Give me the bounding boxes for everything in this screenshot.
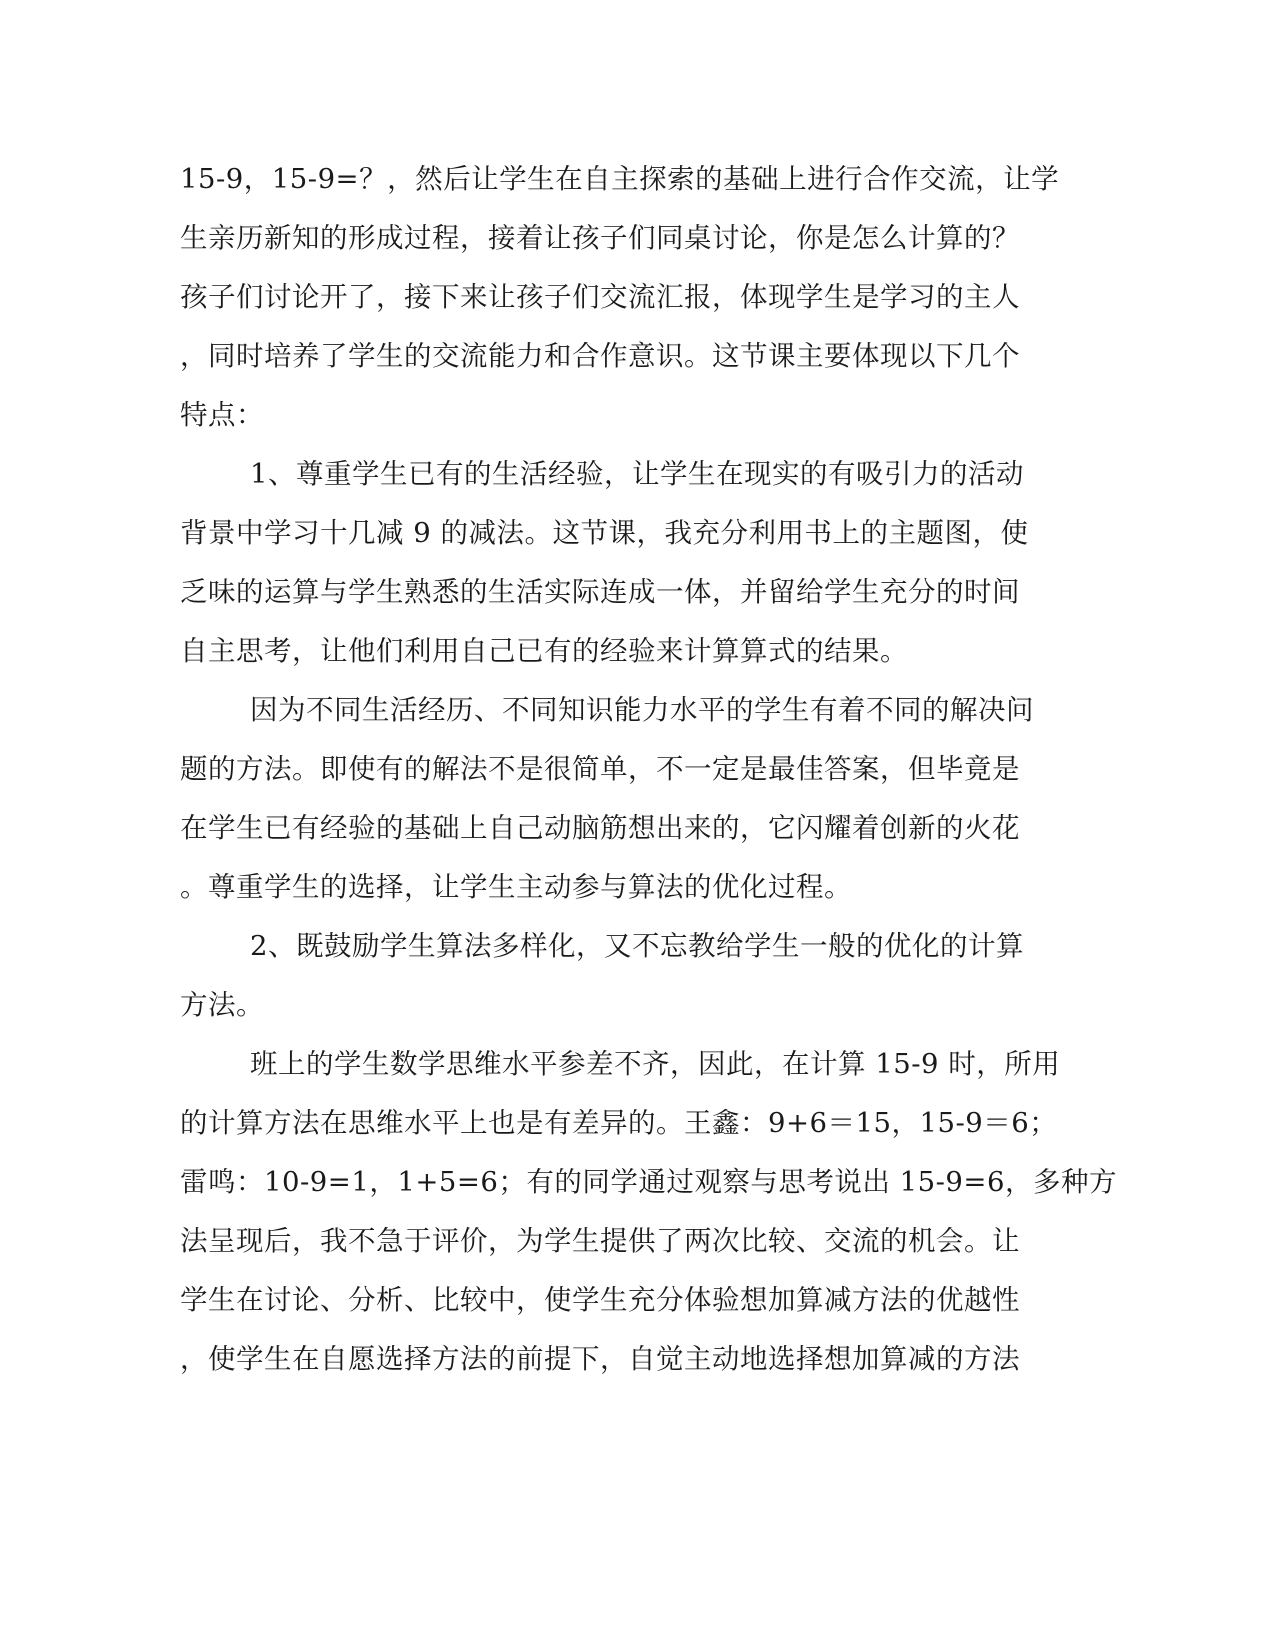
text-line [0,1329,1275,1389]
text-line [0,149,1275,209]
text-line [0,1034,1275,1094]
text-line [0,916,1275,976]
text-line [0,444,1275,504]
text-line [0,857,1275,917]
text-line [0,798,1275,858]
text-line [0,1093,1275,1153]
line-text: 自主思考，让他们利用自己已有的经验来计算算式的结果。 [180,635,908,667]
line-text: 乏味的运算与学生熟悉的生活实际连成一体，并留给学生充分的时间 [180,576,1020,608]
line-text: 特点： [180,399,264,431]
text-line [0,562,1275,622]
line-text: 在学生已有经验的基础上自己动脑筋想出来的，它闪耀着创新的火花 [180,812,1020,844]
line-text: 雷鸣：10-9=1，1+5=6；有的同学通过观察与思考说出 15-9=6，多种方 [180,1166,1117,1198]
text-line [0,1152,1275,1212]
line-text: 孩子们讨论开了，接下来让孩子们交流汇报，体现学生是学习的主人 [180,281,1020,313]
text-line [0,326,1275,386]
text-line [0,975,1275,1035]
line-text: 生亲历新知的形成过程，接着让孩子们同桌讨论，你是怎么计算的？ [180,222,1020,254]
text-line [0,385,1275,445]
line-text: 15-9，15-9=？，然后让学生在自主探索的基础上进行合作交流，让学 [180,163,1060,195]
line-text: 方法。 [180,989,264,1021]
line-text: 学生在讨论、分析、比较中，使学生充分体验想加算减方法的优越性 [180,1284,1020,1316]
line-text: 背景中学习十几减 9 的减法。这节课，我充分利用书上的主题图，使 [180,517,1029,549]
text-line [0,1211,1275,1271]
line-text: 法呈现后，我不急于评价，为学生提供了两次比较、交流的机会。让 [180,1225,1020,1257]
line-text: 班上的学生数学思维水平参差不齐，因此，在计算 15-9 时，所用 [250,1048,1061,1080]
line-text: 因为不同生活经历、不同知识能力水平的学生有着不同的解决问 [250,694,1034,726]
line-text: ，使学生在自愿选择方法的前提下，自觉主动地选择想加算减的方法 [180,1343,1020,1375]
text-line [0,267,1275,327]
text-line [0,1270,1275,1330]
line-text: ，同时培养了学生的交流能力和合作意识。这节课主要体现以下几个 [180,340,1020,372]
line-text: 2、既鼓励学生算法多样化，又不忘教给学生一般的优化的计算 [250,930,1024,962]
line-text: 1、尊重学生已有的生活经验，让学生在现实的有吸引力的活动 [250,458,1024,490]
text-line [0,680,1275,740]
text-line [0,503,1275,563]
text-line [0,208,1275,268]
text-line [0,739,1275,799]
line-text: 。尊重学生的选择，让学生主动参与算法的优化过程。 [180,871,852,903]
line-text: 题的方法。即使有的解法不是很简单，不一定是最佳答案，但毕竟是 [180,753,1020,785]
line-text: 的计算方法在思维水平上也是有差异的。王鑫：9+6＝15，15-9＝6； [180,1107,1058,1139]
text-line [0,621,1275,681]
